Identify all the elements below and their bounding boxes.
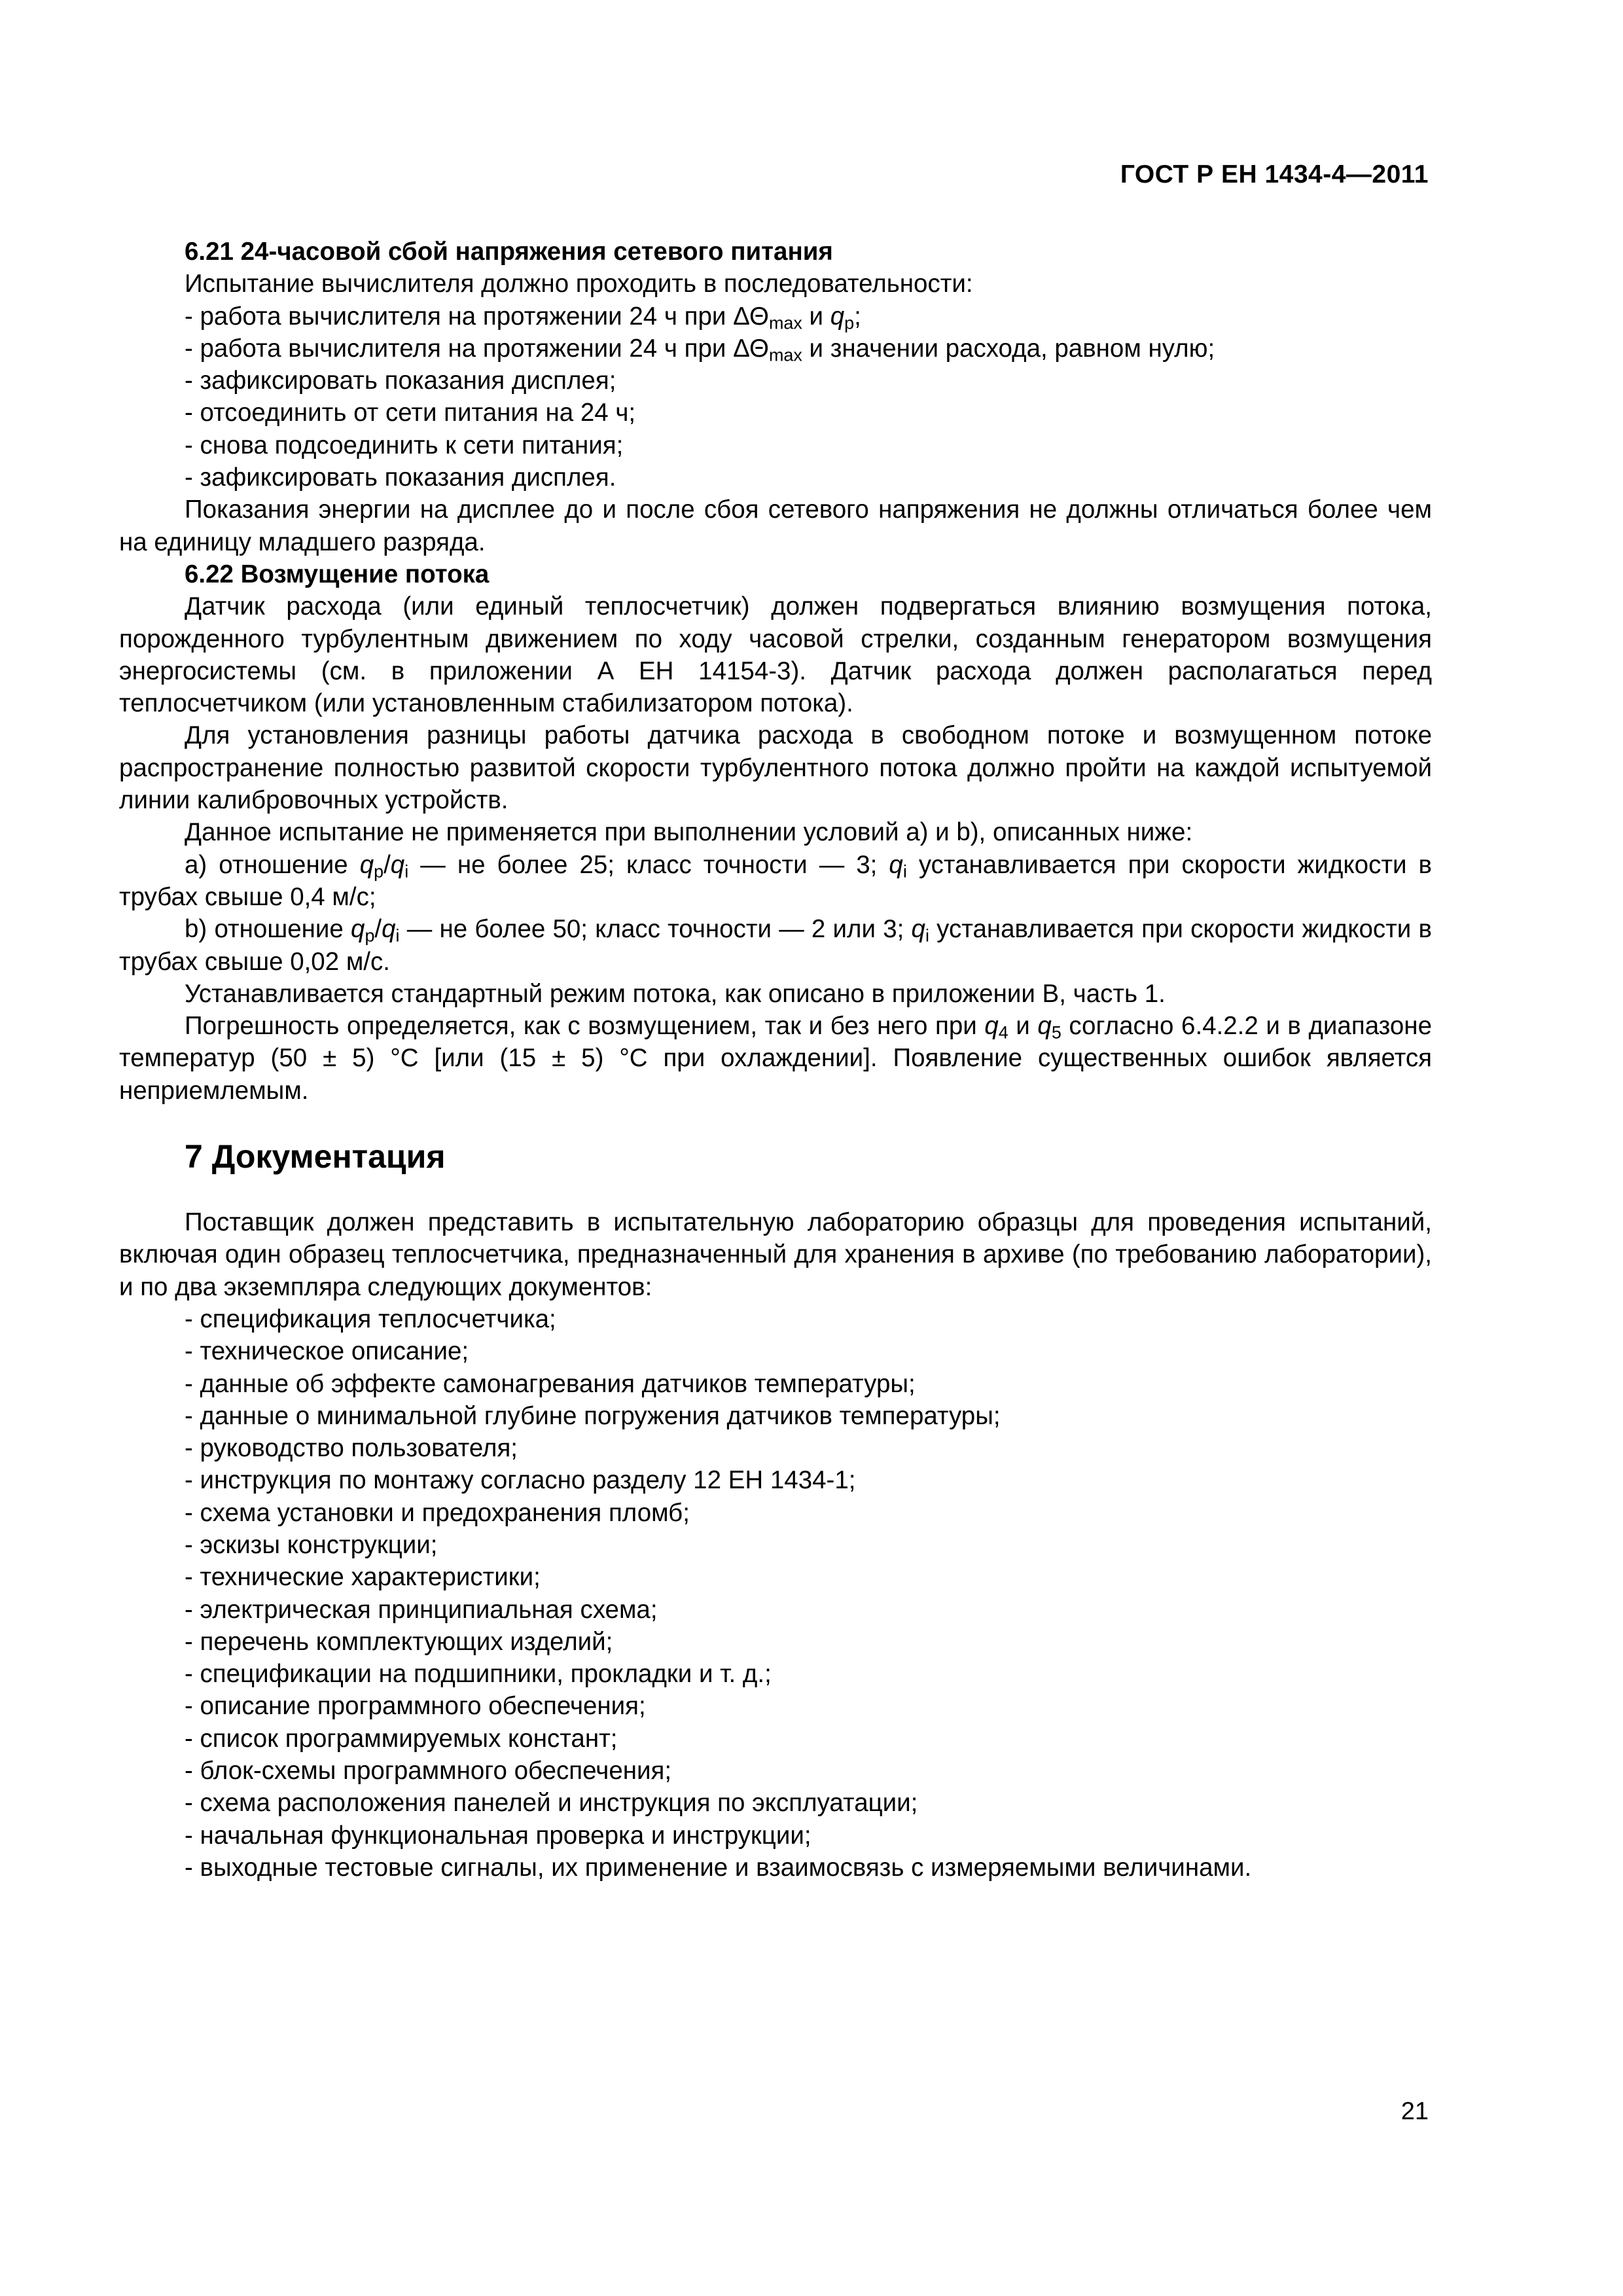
list-item: - снова подсоединить к сети питания; xyxy=(185,431,624,459)
paragraph: Устанавливается стандартный режим потока, как описано в приложении В, часть 1. xyxy=(185,979,1166,1008)
paragraph: Поставщик должен представить в испытательную лабораторию образцы для проведения испытаний, включая один образец теплосчетчика, предназначенный для хранения в архиве (по требованию лаборатории), и по два экземпляра следующих документов: xyxy=(119,1208,1432,1301)
paragraph: Данное испытание не применяется при выполнении условий a) и b), описанных ниже: xyxy=(185,818,1193,847)
list-item: - описание программного обеспечения; xyxy=(185,1692,646,1721)
list-item: - зафиксировать показания дисплея. xyxy=(185,463,616,492)
document-header: ГОСТ Р ЕН 1434-4—2011 xyxy=(1120,160,1429,188)
section-6-21-title: 6.21 24-часовой сбой напряжения сетевого питания xyxy=(185,238,833,266)
paragraph: Испытание вычислителя должно проходить в последовательности: xyxy=(185,270,973,298)
list-item: - схема расположения панелей и инструкция по эксплуатации; xyxy=(185,1789,918,1818)
list-item: - блок-схемы программного обеспечения; xyxy=(185,1757,672,1785)
list-item: - схема установки и предохранения пломб; xyxy=(185,1498,690,1527)
condition-a: a) отношение $q_p/q_i$ — не более 25; класс точности — 3; $q_i$ устанавливается при скорости жидкости в трубах свыше 0,4 м/с; xyxy=(119,850,1432,911)
list-item: - инструкция по монтажу согласно разделу 12 ЕН 1434-1; xyxy=(185,1466,856,1495)
list-item: - эскизы конструкции; xyxy=(185,1530,438,1559)
page-number: 21 xyxy=(1400,2098,1429,2125)
list-item: - начальная функциональная проверка и инструкции; xyxy=(185,1821,812,1850)
documents-list xyxy=(119,1303,1432,1884)
condition-b: b) отношение $q_p/q_i$ — не более 50; класс точности — 2 или 3; $q_i$ устанавливается при скорости жидкости в трубах свыше 0,02 м/с. xyxy=(119,915,1432,976)
list-item: - работа вычислителя на протяжении 24 ч при $\Delta\Theta_{max}$ и $q_p$; xyxy=(185,302,861,333)
list-item: - техническое описание; xyxy=(185,1337,469,1366)
section-6-22-title: 6.22 Возмущение потока xyxy=(185,560,490,588)
list-item: - работа вычислителя на протяжении 24 ч при $\Delta\Theta_{max}$ и значении расхода, равном нулю; xyxy=(185,334,1215,365)
list-item: - спецификация теплосчетчика; xyxy=(185,1304,556,1333)
section-6-21-list xyxy=(119,268,1432,493)
list-item: - спецификации на подшипники, прокладки и т. д.; xyxy=(185,1660,772,1689)
list-item: - руководство пользователя; xyxy=(185,1434,518,1463)
section-7-title: 7 Документация xyxy=(185,1138,446,1175)
list-item: - отсоединить от сети питания на 24 ч; xyxy=(185,399,636,427)
list-item: - перечень комплектующих изделий; xyxy=(185,1627,613,1656)
list-item: - данные о минимальной глубине погружения датчиков температуры; xyxy=(185,1401,1001,1430)
list-item: - список программируемых констант; xyxy=(185,1724,618,1753)
page-content xyxy=(119,236,1432,1884)
list-item: - технические характеристики; xyxy=(185,1563,541,1592)
paragraph: Показания энергии на дисплее до и после сбоя сетевого напряжения не должны отличаться более чем на единицу младшего разряда. xyxy=(119,495,1432,556)
paragraph: Погрешность определяется, как с возмущением, так и без него при $q_4$ и $q_5$ согласно 6.4.2.2 и в диапазоне температур (50 ± 5) °С [или (15 ± 5) °С при охлаждении]. Появление существенных ошибок является неприемлемым. xyxy=(119,1012,1432,1105)
list-item: - зафиксировать показания дисплея; xyxy=(185,367,616,395)
list-item: - электрическая принципиальная схема; xyxy=(185,1595,658,1624)
list-item: - выходные тестовые сигналы, их применение и взаимосвязь с измеряемыми величинами. xyxy=(185,1853,1252,1882)
paragraph: Для установления разницы работы датчика расхода в свободном потоке и возмущенном потоке распространение полностью развитой скорости турбулентного потока должно пройти на каждой испытуемой линии калибровочных устройств. xyxy=(119,721,1432,815)
paragraph: Датчик расхода (или единый теплосчетчик) должен подвергаться влиянию возмущения потока, порожденного турбулентным движением по ходу часовой стрелки, созданным генератором возмущения энергосистемы (см. в приложении А ЕН 14154-3). Датчик расхода должен располагаться перед теплосчетчиком (или установленным стабилизатором потока). xyxy=(119,592,1432,718)
list-item: - данные об эффекте самонагревания датчиков температуры; xyxy=(185,1369,916,1398)
